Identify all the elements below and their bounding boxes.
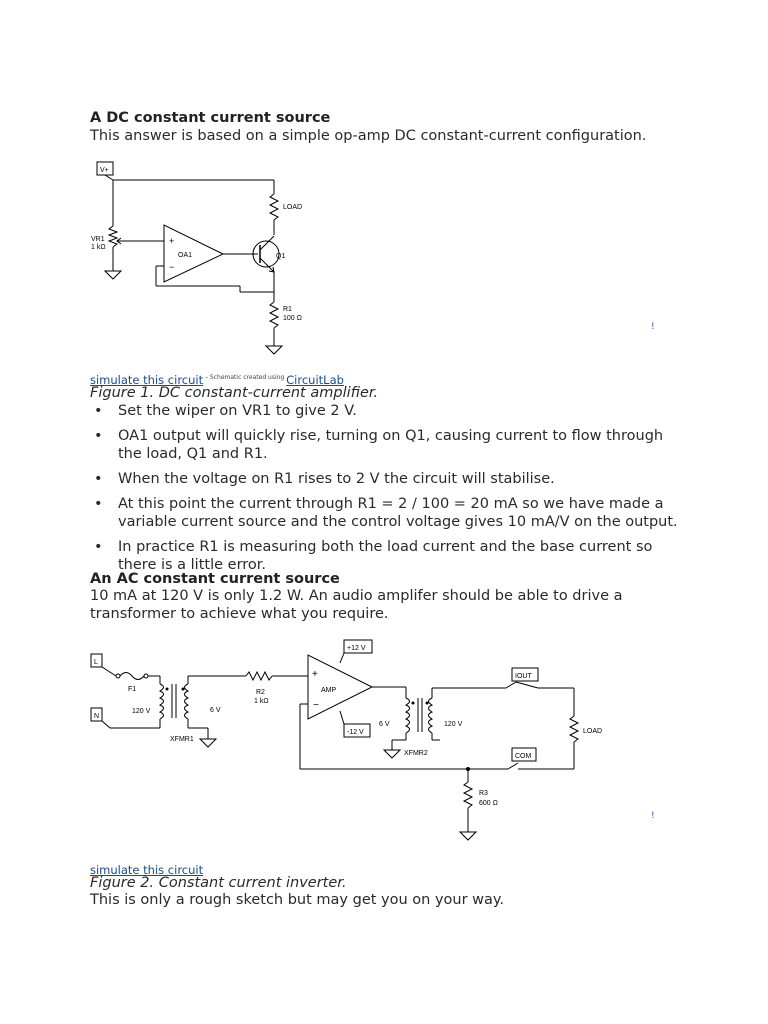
r2-resistor <box>246 672 272 680</box>
list-item: • In practice R1 is measuring both the load current and the base current so there is a little error. <box>94 539 653 573</box>
r1-value: 100 Ω <box>283 315 302 322</box>
xfmr2-label: XFMR2 <box>404 750 428 757</box>
list-item: • At this point the current through R1 = 2 / 100 = 20 mA so we have made a variable current source and the control voltage gives 10 mA/V on the output. <box>94 496 678 530</box>
r3-name: R3 <box>479 790 488 797</box>
list-item-text: In practice R1 is measuring both the load current and the base current so <box>118 539 653 555</box>
v6a-label: 6 V <box>210 707 221 714</box>
load-label: LOAD <box>283 204 303 211</box>
section2-heading: An AC constant current source <box>90 571 340 587</box>
section1-heading: A DC constant current source <box>90 110 331 126</box>
ground-symbol <box>266 346 282 354</box>
bullet-list <box>90 402 730 574</box>
circuit1-schematic <box>88 158 328 358</box>
ground-symbol <box>200 739 216 747</box>
ground-symbol <box>105 271 121 279</box>
circuitlab-link[interactable]: CircuitLab <box>286 373 344 387</box>
oa1-minus: − <box>169 262 175 272</box>
oa1-plus: + <box>169 236 175 246</box>
r3-resistor <box>464 782 472 808</box>
q1-label: Q1 <box>276 253 286 260</box>
load-label: LOAD <box>583 728 603 735</box>
section2-line1: 10 mA at 120 V is only 1.2 W. An audio amplifer should be able to drive a <box>90 588 623 604</box>
simulate-circuit-link[interactable]: simulate this circuit <box>90 373 204 387</box>
f1-label: F1 <box>128 686 137 693</box>
list-item-text: variable current source and the control voltage gives 10 mA/V on the output. <box>118 514 678 530</box>
load-resistor <box>570 716 578 742</box>
r1-resistor <box>270 302 278 328</box>
xfmr1-primary <box>160 684 164 719</box>
n-label: N <box>94 713 100 720</box>
xfmr1-label: XFMR1 <box>170 736 194 743</box>
xfmr2-secondary <box>429 698 433 733</box>
v6b-label: 6 V <box>379 721 390 728</box>
circuit2-schematic <box>88 636 628 848</box>
ground-symbol <box>384 750 400 758</box>
list-item: • When the voltage on R1 rises to 2 V the circuit will stabilise. <box>94 471 555 487</box>
ground-symbol <box>460 832 476 840</box>
minus12-label: -12 V <box>347 729 364 736</box>
closing-text: This is only a rough sketch but may get you on your way. <box>90 892 505 908</box>
list-item: • OA1 output will quickly rise, turning on Q1, causing current to flow through the load, Q1 and R1. <box>94 428 664 462</box>
amp-minus: − <box>313 700 319 711</box>
r2-value: 1 kΩ <box>254 698 269 705</box>
list-item: • Set the wiper on VR1 to give 2 V. <box>94 403 357 419</box>
section2-line2: transformer to achieve what you require. <box>90 606 389 622</box>
section1-intro: This answer is based on a simple op-amp DC constant-current configuration. <box>90 128 647 144</box>
load-resistor <box>270 194 278 220</box>
figure2-caption: Figure 2. Constant current inverter. <box>90 875 347 891</box>
link-marker: ! <box>651 322 655 332</box>
oa1-opamp <box>164 225 223 282</box>
iout-label: IOUT <box>515 673 532 680</box>
list-item-text: OA1 output will quickly rise, turning on Q1, causing current to flow through <box>118 428 664 444</box>
com-label: COM <box>515 753 532 760</box>
list-item-text: the load, Q1 and R1. <box>118 446 268 462</box>
link-marker: ! <box>651 811 655 821</box>
amp-plus: + <box>312 669 318 680</box>
plus12-label: +12 V <box>347 645 366 652</box>
list-item-text: there is a little error. <box>118 557 267 573</box>
list-item-text: Set the wiper on VR1 to give 2 V. <box>118 403 357 419</box>
xfmr1-secondary <box>185 684 189 719</box>
v120a-label: 120 V <box>132 708 151 715</box>
xfmr2-primary <box>406 698 410 733</box>
vr1-name: VR1 <box>91 236 105 243</box>
r2-name: R2 <box>256 689 265 696</box>
oa1-label: OA1 <box>178 252 193 259</box>
vr1-potentiometer <box>109 226 117 247</box>
r3-value: 600 Ω <box>479 800 498 807</box>
amp-label: AMP <box>321 687 337 694</box>
figure1-caption: Figure 1. DC constant-current amplifier. <box>90 385 379 401</box>
r1-name: R1 <box>283 306 292 313</box>
vr1-value: 1 kΩ <box>91 244 106 251</box>
list-item-text: At this point the current through R1 = 2 / 100 = 20 mA so we have made a <box>118 496 664 512</box>
simulate-circuit-link[interactable]: simulate this circuit <box>90 863 204 877</box>
vplus-label: V+ <box>100 167 109 174</box>
l-label: L <box>94 659 98 666</box>
list-item-text: When the voltage on R1 rises to 2 V the circuit will stabilise. <box>118 471 555 487</box>
schematic-credit: – Schematic created using <box>203 374 287 381</box>
v120b-label: 120 V <box>444 721 463 728</box>
